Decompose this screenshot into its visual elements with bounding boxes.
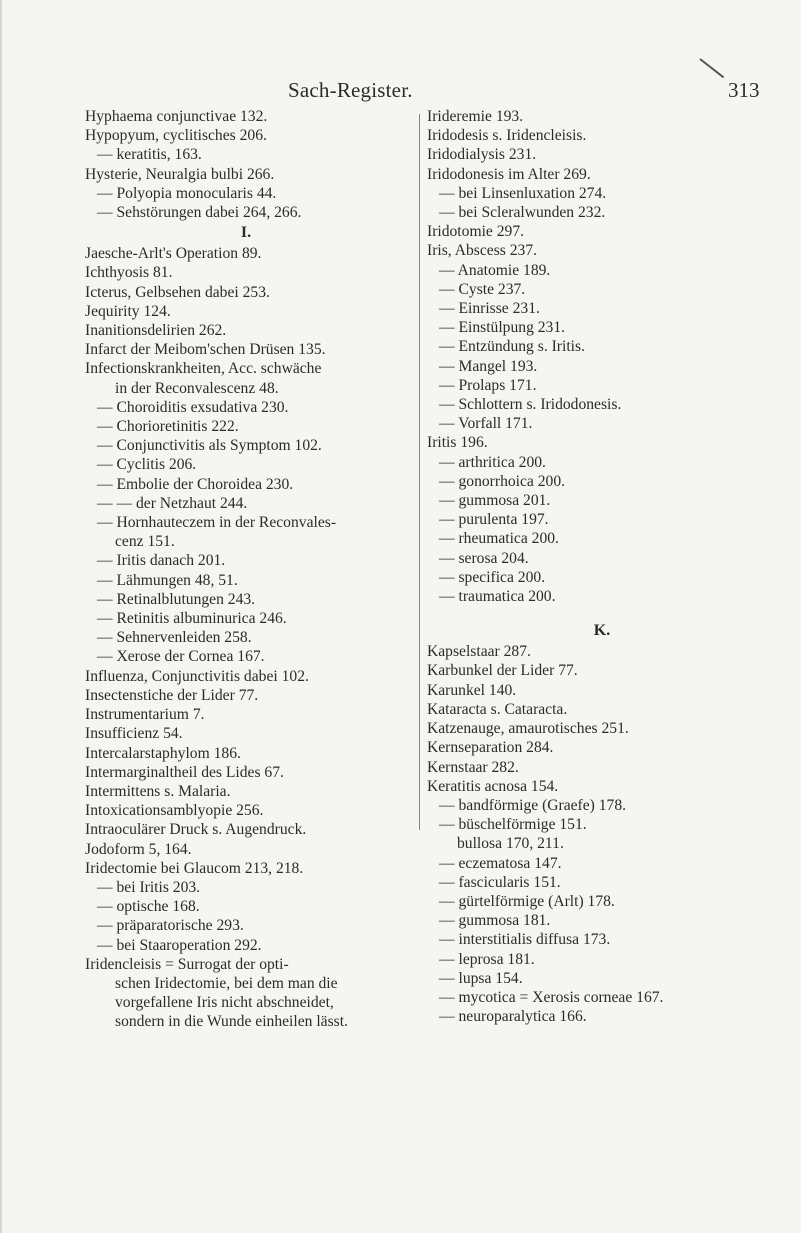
- index-entry: Intercalarstaphylom 186.: [85, 744, 241, 762]
- index-entry: Infectionskrankheiten, Acc. schwäche: [85, 360, 322, 378]
- index-entry: Karunkel 140.: [427, 681, 517, 699]
- index-entry: — präparatorische 293.: [97, 917, 244, 935]
- index-entry: Katzenauge, amaurotisches 251.: [427, 720, 629, 738]
- column-divider: [419, 114, 420, 830]
- index-entry: — specifica 200.: [439, 568, 546, 586]
- index-entry: — büschelförmige 151.: [439, 816, 587, 834]
- index-entry: Infarct der Meibom'schen Drüsen 135.: [85, 341, 326, 359]
- index-entry: — bei Staaroperation 292.: [97, 936, 262, 954]
- index-entry: — Cyclitis 206.: [97, 456, 197, 474]
- section-letter-i: I.: [240, 224, 252, 242]
- index-entry: Hypopyum, cyclitisches 206.: [85, 127, 267, 145]
- corner-mark: [699, 58, 724, 78]
- index-entry: — Polyopia monocularis 44.: [97, 184, 277, 202]
- index-entry: — Conjunctivitis als Symptom 102.: [97, 437, 322, 455]
- index-entry: Iridectomie bei Glaucom 213, 218.: [85, 859, 304, 877]
- index-entry: — gummosa 181.: [439, 912, 551, 930]
- index-entry: — interstitialis diffusa 173.: [439, 931, 611, 949]
- page-header: [0, 78, 801, 106]
- index-entry: — Sehstörungen dabei 264, 266.: [97, 204, 302, 222]
- index-entry: — purulenta 197.: [439, 511, 549, 529]
- index-entry: Iridodesis s. Iridencleisis.: [427, 127, 587, 145]
- index-entry: — Sehnervenleiden 258.: [97, 629, 252, 647]
- index-entry: — Retinitis albuminurica 246.: [97, 610, 287, 628]
- index-entry: Inanitionsdelirien 262.: [85, 322, 227, 340]
- index-entry: — Chorioretinitis 222.: [97, 418, 239, 436]
- index-entry: — mycotica = Xerosis corneae 167.: [439, 988, 664, 1006]
- index-entry: Intoxicationsamblyopie 256.: [85, 802, 264, 820]
- index-entry: Instrumentarium 7.: [85, 706, 205, 724]
- index-entry: — Mangel 193.: [439, 357, 538, 375]
- index-entry: — gummosa 201.: [439, 492, 551, 510]
- index-entry: Keratitis acnosa 154.: [427, 777, 559, 795]
- index-entry: Insufficienz 54.: [85, 725, 183, 743]
- index-entry-continued: sondern in die Wunde einheilen lässt.: [115, 1013, 348, 1031]
- index-entry: Iridencleisis = Surrogat der opti-: [85, 955, 289, 973]
- index-entry: — Entzündung s. Iritis.: [439, 338, 585, 356]
- index-entry: Intermittens s. Malaria.: [85, 782, 231, 800]
- index-entry: — arthritica 200.: [439, 453, 546, 471]
- index-entry: — leprosa 181.: [439, 950, 535, 968]
- index-entry: — gonorrhoica 200.: [439, 472, 566, 490]
- page-number: 313: [728, 78, 760, 102]
- index-entry: — bei Linsenluxation 274.: [439, 184, 607, 202]
- running-title: Sach-Register.: [288, 78, 413, 102]
- index-entry: — Lähmungen 48, 51.: [97, 571, 238, 589]
- index-entry: — Prolaps 171.: [439, 376, 537, 394]
- index-entry-continued: vorgefallene Iris nicht abschneidet,: [115, 994, 334, 1012]
- index-entry: — Anatomie 189.: [439, 261, 551, 279]
- index-entry: Kataracta s. Cataracta.: [427, 700, 568, 718]
- index-entry: — Einrisse 231.: [439, 300, 540, 318]
- index-entry: — Embolie der Choroidea 230.: [97, 475, 294, 493]
- index-entry: — Einstülpung 231.: [439, 319, 566, 337]
- index-entry: — Vorfall 171.: [439, 415, 533, 433]
- index-entry-continued: schen Iridectomie, bei dem man die: [115, 974, 338, 992]
- index-entry: — gürtelförmige (Arlt) 178.: [439, 892, 615, 910]
- index-entry-continued: cenz 151.: [115, 533, 175, 551]
- index-entry: Hysterie, Neuralgia bulbi 266.: [85, 165, 275, 183]
- index-entry: Jaesche-Arlt's Operation 89.: [85, 245, 262, 263]
- index-entry: Kapselstaar 287.: [427, 643, 531, 661]
- index-entry: Iridotomie 297.: [427, 223, 525, 241]
- index-entry: Insectenstiche der Lider 77.: [85, 686, 259, 704]
- index-entry: — bandförmige (Graefe) 178.: [439, 796, 627, 814]
- index-entry: — neuroparalytica 166.: [439, 1008, 587, 1026]
- index-entry: Intermarginaltheil des Lides 67.: [85, 763, 284, 781]
- index-entry: Irideremie 193.: [427, 108, 524, 125]
- index-entry: Jodoform 5, 164.: [85, 840, 192, 858]
- section-gap: [427, 606, 777, 620]
- index-entry: — Retinalblutungen 243.: [97, 590, 256, 608]
- index-entry: — serosa 204.: [439, 549, 529, 567]
- section-letter-k: K.: [593, 622, 611, 640]
- index-entry: Ichthyosis 81.: [85, 264, 173, 282]
- index-entry: Iridodialysis 231.: [427, 146, 537, 164]
- index-entry: Karbunkel der Lider 77.: [427, 662, 578, 680]
- index-entry: — Iritis danach 201.: [97, 552, 226, 570]
- index-entry: — bei Iritis 203.: [97, 878, 201, 896]
- left-column: [85, 107, 407, 1032]
- index-entry: Icterus, Gelbsehen dabei 253.: [85, 283, 270, 301]
- index-entry: — optische 168.: [97, 898, 200, 916]
- binding-edge: [0, 0, 2, 1233]
- index-entry: Intraoculärer Druck s. Augendruck.: [85, 821, 307, 839]
- index-entry: Hyphaema conjunctivae 132.: [85, 108, 268, 125]
- index-entry: Influenza, Conjunctivitis dabei 102.: [85, 667, 309, 685]
- index-entry: Kernstaar 282.: [427, 758, 519, 776]
- index-entry: Jequirity 124.: [85, 302, 171, 320]
- index-entry: — Hornhauteczem in der Reconvales-: [97, 514, 337, 532]
- index-entry: — keratitis, 163.: [97, 146, 202, 164]
- index-entry: — Schlottern s. Iridodonesis.: [439, 396, 622, 414]
- index-entry: — fascicularis 151.: [439, 873, 561, 891]
- index-entry: — rheumatica 200.: [439, 530, 559, 548]
- index-entry: bullosa 170, 211.: [457, 835, 564, 853]
- index-entry: — Choroiditis exsudativa 230.: [97, 398, 289, 416]
- index-entry: — Xerose der Cornea 167.: [97, 648, 265, 666]
- index-entry: — traumatica 200.: [439, 588, 556, 606]
- index-entry: — eczematosa 147.: [439, 854, 562, 872]
- index-entry: Iris, Abscess 237.: [427, 242, 538, 260]
- index-entry: Iridodonesis im Alter 269.: [427, 165, 591, 183]
- index-entry: — Cyste 237.: [439, 280, 526, 298]
- index-entry: Kernseparation 284.: [427, 739, 554, 757]
- index-entry-continued: in der Reconvalescenz 48.: [115, 379, 279, 397]
- index-entry: Iritis 196.: [427, 434, 488, 452]
- index-entry: — — der Netzhaut 244.: [97, 494, 248, 512]
- index-entry: — lupsa 154.: [439, 969, 523, 987]
- right-column: [427, 107, 777, 1026]
- index-entry: — bei Scleralwunden 232.: [439, 204, 606, 222]
